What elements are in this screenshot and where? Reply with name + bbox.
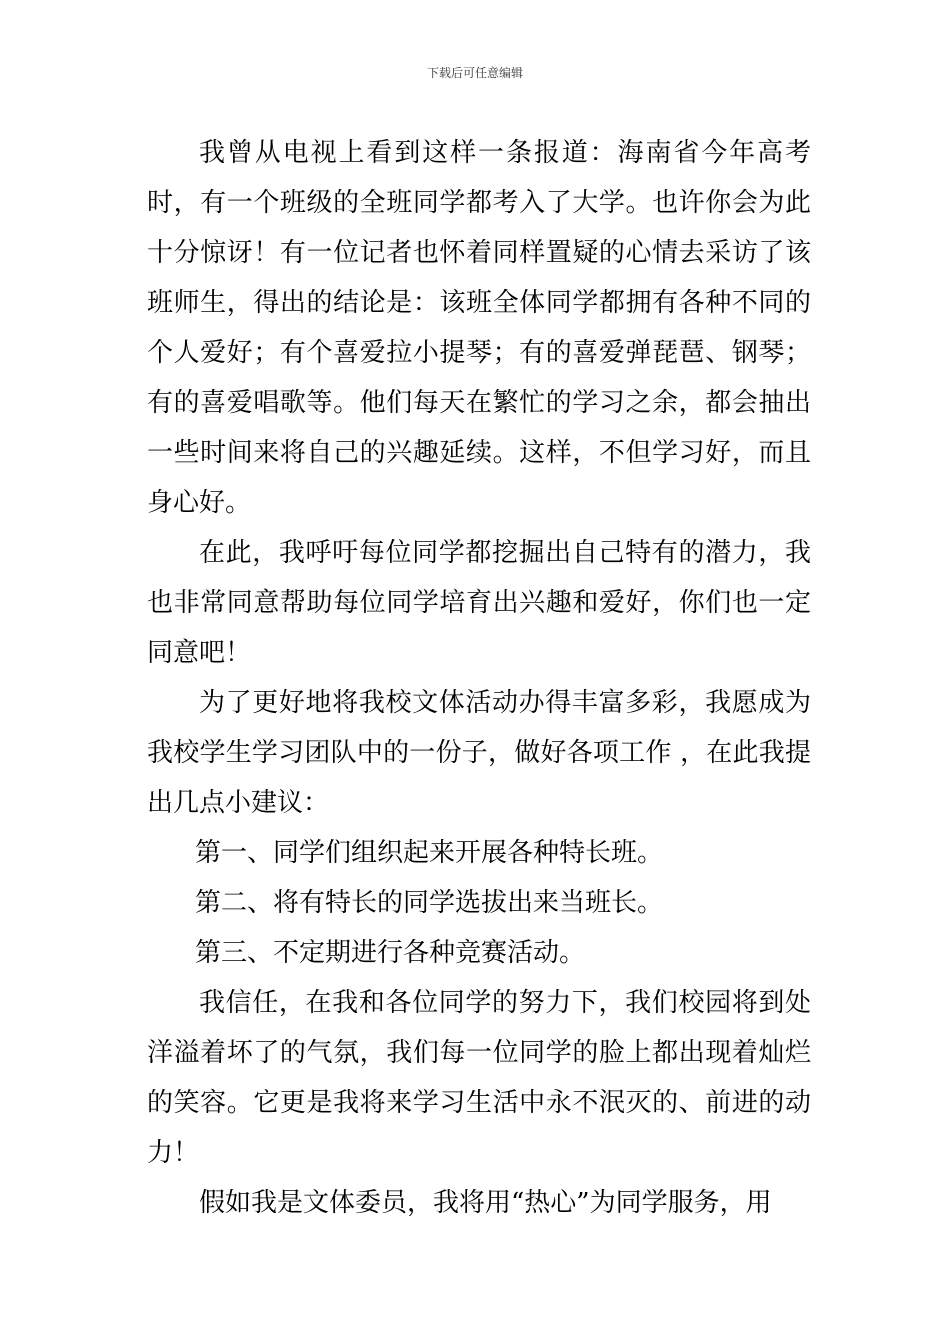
document-body (147, 128, 811, 1228)
paragraph-tv-report: 我曾从电视上看到这样一条报道：海南省今年高考时，有一个班级的全班同学都考入了大学。也许你会为此十分惊讶！有一位记者也怀着同样置疑的心情去采访了该班师生，得出的结论是：该班全体同学都拥有各种不同的个人爱好；有个喜爱拉小提琴；有的喜爱弹琵琶、钢琴；有的喜爱唱歌等。他们每天在繁忙的学习之余，都会抽出一些时间来将自己的兴趣延续。这样，不但学习好，而且身心好。 (147, 138, 811, 518)
suggestion-item-2: 第二、将有特长的同学选拔出来当班长。 (195, 888, 664, 918)
paragraph-commitment: 假如我是文体委员，我将用“热心”为同学服务，用 (199, 1188, 772, 1218)
paragraph-suggestions-intro: 为了更好地将我校文体活动办得丰富多彩，我愿成为我校学生学习团队中的一份子，做好各项工作 ，在此我提出几点小建议： (147, 688, 811, 818)
paragraph-belief: 我信任，在我和各位同学的努力下，我们校园将到处洋溢着坏了的气氛，我们每一位同学的脸上都出现着灿烂的笑容。它更是我将来学习生活中永不泯灭的、前进的动力！ (147, 988, 811, 1168)
suggestion-item-1: 第一、同学们组织起来开展各种特长班。 (195, 838, 664, 868)
suggestion-item-3: 第三、不定期进行各种竞赛活动。 (195, 938, 586, 968)
page-header: 下载后可任意编辑 (426, 66, 523, 80)
paragraph-appeal: 在此，我呼吁每位同学都挖掘出自己特有的潜力，我也非常同意帮助每位同学培育出兴趣和爱好，你们也一定同意吧！ (147, 538, 811, 668)
